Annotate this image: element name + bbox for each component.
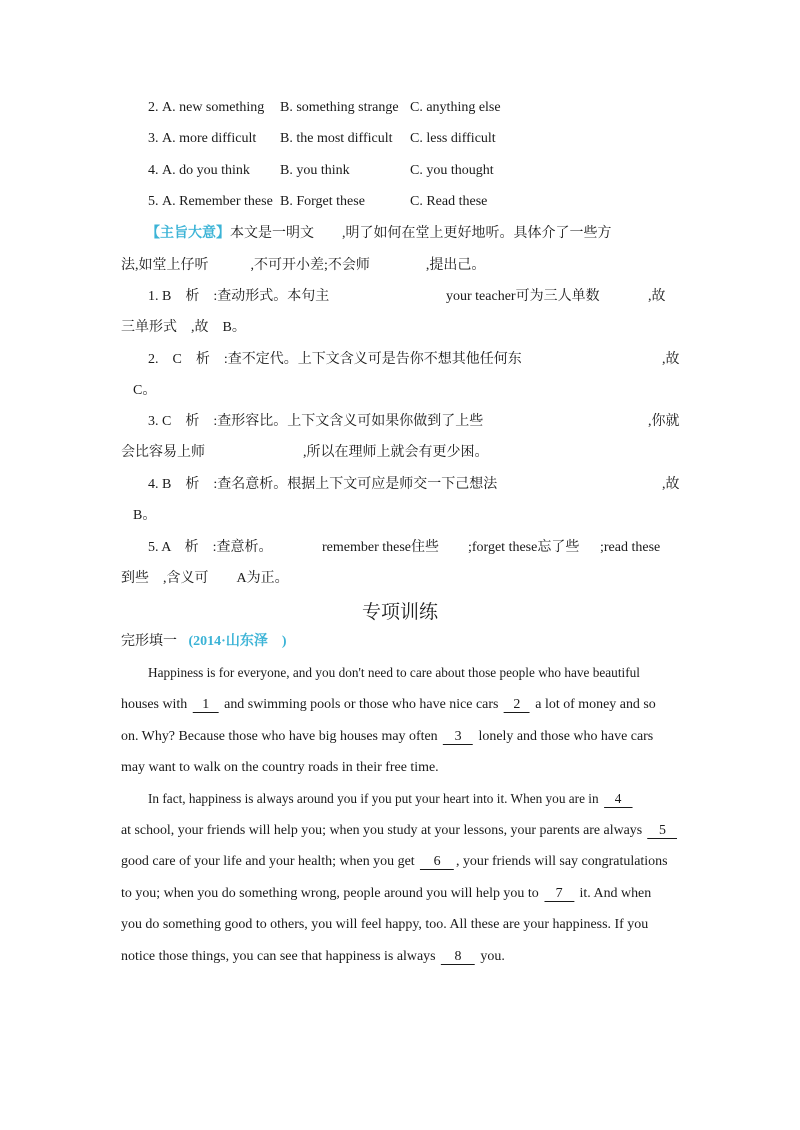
passage-text: you. [476, 949, 505, 964]
explanation-1-end: ,故 [648, 289, 666, 304]
exercise-label: 完形填一 [121, 634, 177, 649]
passage-line: may want to walk on the country roads in their free time. [121, 760, 439, 775]
passage-text: , your friends will say congratulations [455, 854, 668, 869]
passage-line [121, 885, 679, 903]
summary-line-2: 法,如堂上仔听 ,不可开小差;不会师 ,提出己。 [121, 258, 486, 273]
section-title: 专项训练 [361, 601, 438, 623]
explanation-2-end: ,故 [662, 352, 680, 367]
explanation-4-end: ,故 [662, 477, 680, 492]
explanation-3-end: ,你就 [648, 414, 680, 429]
blank-5[interactable]: 5 [648, 823, 678, 839]
blank-7[interactable]: 7 [544, 886, 574, 902]
passage-text: a lot of money and so [531, 697, 656, 712]
passage-text: at school, your friends will help you; when you study at your lessons, your parents are always [121, 823, 646, 838]
passage-line [121, 696, 679, 714]
explanation-4: 4. B 析 :查名意析。根据上下文可应是师交一下己想法 [148, 477, 498, 492]
option-a: A. Remember these [162, 194, 273, 209]
blank-4[interactable]: 4 [604, 792, 632, 808]
summary-line-1 [146, 225, 612, 243]
blank-3[interactable]: 3 [443, 729, 473, 745]
blank-1[interactable]: 1 [193, 697, 219, 713]
explanation-4-cont: B。 [133, 508, 157, 523]
option-a: A. more difficult [162, 131, 257, 146]
passage-line: Happiness is for everyone, and you don't need to care about those people who have beautiful [148, 666, 640, 681]
passage-text: it. And when [576, 886, 652, 901]
option-b: B. something strange [280, 100, 399, 115]
option-number: 3. [148, 131, 159, 146]
passage-text: houses with [121, 697, 191, 712]
explanation-3-cont-2: ,所以在理师上就会有更少困。 [303, 445, 489, 460]
explanation-3: 3. C 析 :查形容比。上下文含义可如果你做到了上些 [148, 414, 484, 429]
passage-text: In fact, happiness is always around you if you put your heart into it. When you are in [148, 792, 602, 807]
passage-line [121, 853, 679, 871]
explanation-5: 5. A 析 :查意析。 [148, 540, 273, 555]
explanation-1: 1. B 析 :查动形式。本句主 [148, 289, 330, 304]
explanation-1-term: your teacher可为三人单数 [446, 289, 600, 304]
blank-6[interactable]: 6 [420, 854, 454, 870]
passage-text: and swimming pools or those who have nice cars [220, 697, 502, 712]
option-row-3 [148, 130, 496, 148]
option-row-5 [148, 193, 487, 211]
explanation-2: 2. C 析 :查不定代。上下文含义可是告你不想其他任何东 [148, 352, 522, 367]
explanation-1-cont: 三单形式 ,故 B。 [121, 320, 246, 335]
exercise-header [121, 633, 287, 651]
passage-line [121, 728, 679, 746]
passage-line [148, 791, 679, 809]
option-row-4 [148, 162, 494, 180]
passage-line [121, 822, 677, 840]
option-b: B. Forget these [280, 194, 365, 209]
passage-text: notice those things, you can see that happiness is always [121, 949, 440, 964]
option-c: C. less difficult [410, 131, 496, 146]
exercise-source: (2014·山东泽 ) [188, 634, 287, 649]
summary-tag: 【主旨大意】 [146, 226, 230, 241]
passage-text: good care of your life and your health; when you get [121, 854, 419, 869]
option-number: 4. [148, 163, 159, 178]
explanation-5-forget: ;forget these忘了些 [468, 540, 580, 555]
passage-text: lonely and those who have cars [475, 729, 654, 744]
passage-text: on. Why? Because those who have big houses may often [121, 729, 442, 744]
option-b: B. the most difficult [280, 131, 393, 146]
passage-line [121, 948, 679, 966]
option-a: A. new something [162, 100, 265, 115]
blank-2[interactable]: 2 [504, 697, 530, 713]
explanation-3-cont: 会比容易上师 [121, 445, 205, 460]
option-c: C. Read these [410, 194, 488, 209]
summary-text: 本文是一明文 ,明了如何在堂上更好地听。具体介了一些方 [230, 226, 612, 241]
option-c: C. anything else [410, 100, 501, 115]
passage-line: you do something good to others, you will feel happy, too. All these are your happiness. If you [121, 917, 649, 932]
option-number: 2. [148, 100, 159, 115]
explanation-2-cont: C。 [133, 383, 157, 398]
passage-text: to you; when you do something wrong, people around you will help you to [121, 886, 543, 901]
option-b: B. you think [280, 163, 350, 178]
option-number: 5. [148, 194, 159, 209]
option-c: C. you thought [410, 163, 494, 178]
explanation-5-read: ;read these [600, 540, 661, 555]
option-a: A. do you think [162, 163, 250, 178]
blank-8[interactable]: 8 [441, 949, 475, 965]
option-row-2 [148, 99, 501, 117]
explanation-5-cont: 到些 ,含义可 A为正。 [121, 571, 289, 586]
explanation-5-remember: remember these住些 [322, 540, 440, 555]
